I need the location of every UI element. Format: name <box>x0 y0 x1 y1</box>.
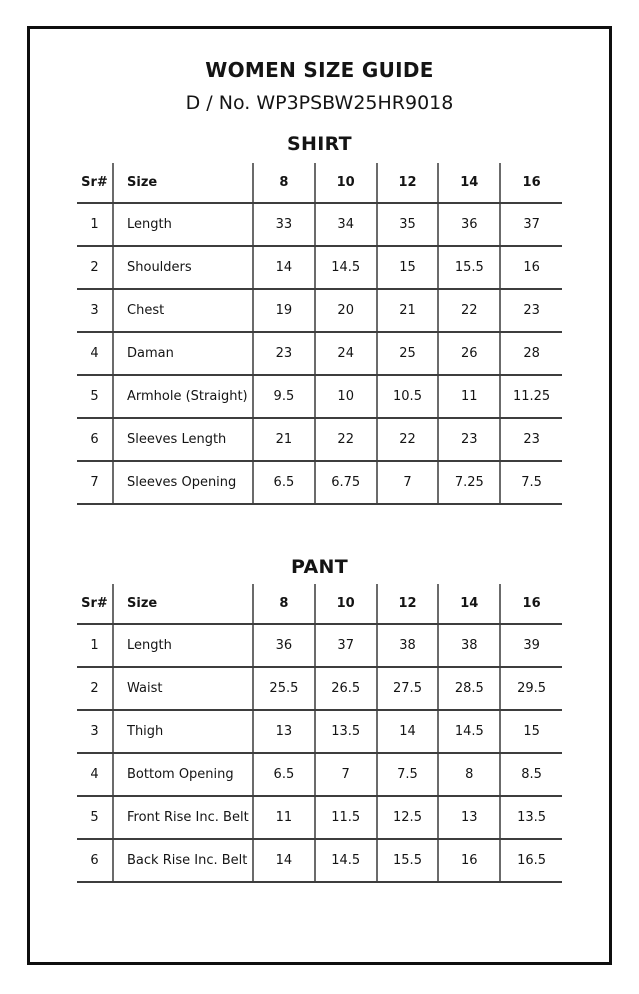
measurement-value-cell: 13.5 <box>315 710 377 753</box>
measurement-value-cell: 24 <box>315 332 377 375</box>
measurement-value-cell: 7.25 <box>438 461 500 504</box>
measurement-name-cell: Front Rise Inc. Belt <box>113 796 253 839</box>
size-guide-sheet <box>27 26 612 965</box>
measurement-value-cell: 39 <box>500 624 562 667</box>
measurement-value-cell: 10.5 <box>377 375 439 418</box>
pant-size-table <box>77 584 562 883</box>
measurement-value-cell: 33 <box>253 203 315 246</box>
measurement-value-cell: 7.5 <box>377 753 439 796</box>
measurement-name-cell: Waist <box>113 667 253 710</box>
measurement-value-cell: 11 <box>438 375 500 418</box>
measurement-value-cell: 11.25 <box>500 375 562 418</box>
header-row <box>77 163 562 203</box>
table-row <box>77 667 562 710</box>
measurement-value-cell: 12.5 <box>377 796 439 839</box>
measurement-value-cell: 37 <box>500 203 562 246</box>
measurement-value-cell: 37 <box>315 624 377 667</box>
header-cell-size-14: 14 <box>438 584 500 624</box>
sr-cell: 6 <box>77 839 113 882</box>
shirt-size-table <box>77 163 562 505</box>
header-cell-size-16: 16 <box>500 584 562 624</box>
measurement-value-cell: 6.5 <box>253 753 315 796</box>
measurement-name-cell: Bottom Opening <box>113 753 253 796</box>
measurement-value-cell: 14 <box>377 710 439 753</box>
measurement-value-cell: 26.5 <box>315 667 377 710</box>
shirt-section <box>30 133 609 505</box>
measurement-value-cell: 16 <box>500 246 562 289</box>
measurement-value-cell: 15 <box>377 246 439 289</box>
table-row <box>77 375 562 418</box>
header-cell-size-10: 10 <box>315 584 377 624</box>
header-cell-size-14: 14 <box>438 163 500 203</box>
table-row <box>77 796 562 839</box>
measurement-value-cell: 14.5 <box>315 246 377 289</box>
measurement-value-cell: 38 <box>377 624 439 667</box>
measurement-value-cell: 25 <box>377 332 439 375</box>
measurement-value-cell: 38 <box>438 624 500 667</box>
design-number: D / No. WP3PSBW25HR9018 <box>185 92 454 114</box>
measurement-value-cell: 6.75 <box>315 461 377 504</box>
header-cell-size-10: 10 <box>315 163 377 203</box>
measurement-value-cell: 21 <box>377 289 439 332</box>
measurement-value-cell: 15.5 <box>377 839 439 882</box>
sr-cell: 5 <box>77 375 113 418</box>
measurement-value-cell: 23 <box>253 332 315 375</box>
measurement-value-cell: 19 <box>253 289 315 332</box>
pant-section <box>30 556 609 883</box>
measurement-value-cell: 8.5 <box>500 753 562 796</box>
measurement-value-cell: 8 <box>438 753 500 796</box>
header-cell-size: Size <box>113 163 253 203</box>
measurement-value-cell: 22 <box>315 418 377 461</box>
measurement-value-cell: 7 <box>377 461 439 504</box>
measurement-value-cell: 27.5 <box>377 667 439 710</box>
measurement-value-cell: 15.5 <box>438 246 500 289</box>
measurement-value-cell: 34 <box>315 203 377 246</box>
measurement-name-cell: Daman <box>113 332 253 375</box>
measurement-value-cell: 13.5 <box>500 796 562 839</box>
measurement-value-cell: 7 <box>315 753 377 796</box>
shirt-section-heading: SHIRT <box>287 133 352 155</box>
measurement-name-cell: Thigh <box>113 710 253 753</box>
measurement-value-cell: 11 <box>253 796 315 839</box>
table-row <box>77 418 562 461</box>
measurement-value-cell: 7.5 <box>500 461 562 504</box>
measurement-value-cell: 14.5 <box>315 839 377 882</box>
measurement-value-cell: 28.5 <box>438 667 500 710</box>
header-cell-size-16: 16 <box>500 163 562 203</box>
measurement-value-cell: 26 <box>438 332 500 375</box>
measurement-name-cell: Length <box>113 624 253 667</box>
measurement-value-cell: 23 <box>438 418 500 461</box>
sr-cell: 5 <box>77 796 113 839</box>
measurement-value-cell: 29.5 <box>500 667 562 710</box>
measurement-name-cell: Shoulders <box>113 246 253 289</box>
measurement-value-cell: 28 <box>500 332 562 375</box>
measurement-value-cell: 20 <box>315 289 377 332</box>
measurement-value-cell: 36 <box>253 624 315 667</box>
sr-cell: 1 <box>77 203 113 246</box>
header-cell-size: Size <box>113 584 253 624</box>
header-cell-size-12: 12 <box>377 584 439 624</box>
measurement-value-cell: 13 <box>438 796 500 839</box>
header-cell-size-8: 8 <box>253 163 315 203</box>
header-cell-size-8: 8 <box>253 584 315 624</box>
pant-section-heading: PANT <box>291 556 348 578</box>
table-row <box>77 332 562 375</box>
header-cell-sr: Sr# <box>77 163 113 203</box>
sr-cell: 6 <box>77 418 113 461</box>
measurement-value-cell: 11.5 <box>315 796 377 839</box>
measurement-value-cell: 22 <box>438 289 500 332</box>
measurement-name-cell: Sleeves Opening <box>113 461 253 504</box>
table-row <box>77 753 562 796</box>
measurement-value-cell: 16 <box>438 839 500 882</box>
measurement-value-cell: 14 <box>253 246 315 289</box>
header-cell-sr: Sr# <box>77 584 113 624</box>
measurement-value-cell: 36 <box>438 203 500 246</box>
header-cell-size-12: 12 <box>377 163 439 203</box>
measurement-value-cell: 25.5 <box>253 667 315 710</box>
measurement-value-cell: 23 <box>500 418 562 461</box>
measurement-value-cell: 10 <box>315 375 377 418</box>
table-row <box>77 461 562 504</box>
table-row <box>77 839 562 882</box>
table-row <box>77 710 562 753</box>
measurement-value-cell: 21 <box>253 418 315 461</box>
page-title: WOMEN SIZE GUIDE <box>205 58 434 82</box>
measurement-value-cell: 9.5 <box>253 375 315 418</box>
sr-cell: 2 <box>77 667 113 710</box>
sr-cell: 3 <box>77 710 113 753</box>
table-row <box>77 246 562 289</box>
measurement-value-cell: 14.5 <box>438 710 500 753</box>
measurement-value-cell: 13 <box>253 710 315 753</box>
measurement-value-cell: 23 <box>500 289 562 332</box>
measurement-value-cell: 16.5 <box>500 839 562 882</box>
measurement-value-cell: 35 <box>377 203 439 246</box>
sr-cell: 4 <box>77 753 113 796</box>
sr-cell: 2 <box>77 246 113 289</box>
measurement-name-cell: Armhole (Straight) <box>113 375 253 418</box>
table-row <box>77 624 562 667</box>
measurement-name-cell: Sleeves Length <box>113 418 253 461</box>
measurement-value-cell: 14 <box>253 839 315 882</box>
measurement-value-cell: 15 <box>500 710 562 753</box>
table-row <box>77 289 562 332</box>
measurement-name-cell: Length <box>113 203 253 246</box>
measurement-name-cell: Back Rise Inc. Belt <box>113 839 253 882</box>
measurement-name-cell: Chest <box>113 289 253 332</box>
header-row <box>77 584 562 624</box>
sr-cell: 1 <box>77 624 113 667</box>
table-row <box>77 203 562 246</box>
measurement-value-cell: 6.5 <box>253 461 315 504</box>
sr-cell: 7 <box>77 461 113 504</box>
measurement-value-cell: 22 <box>377 418 439 461</box>
sr-cell: 4 <box>77 332 113 375</box>
sr-cell: 3 <box>77 289 113 332</box>
